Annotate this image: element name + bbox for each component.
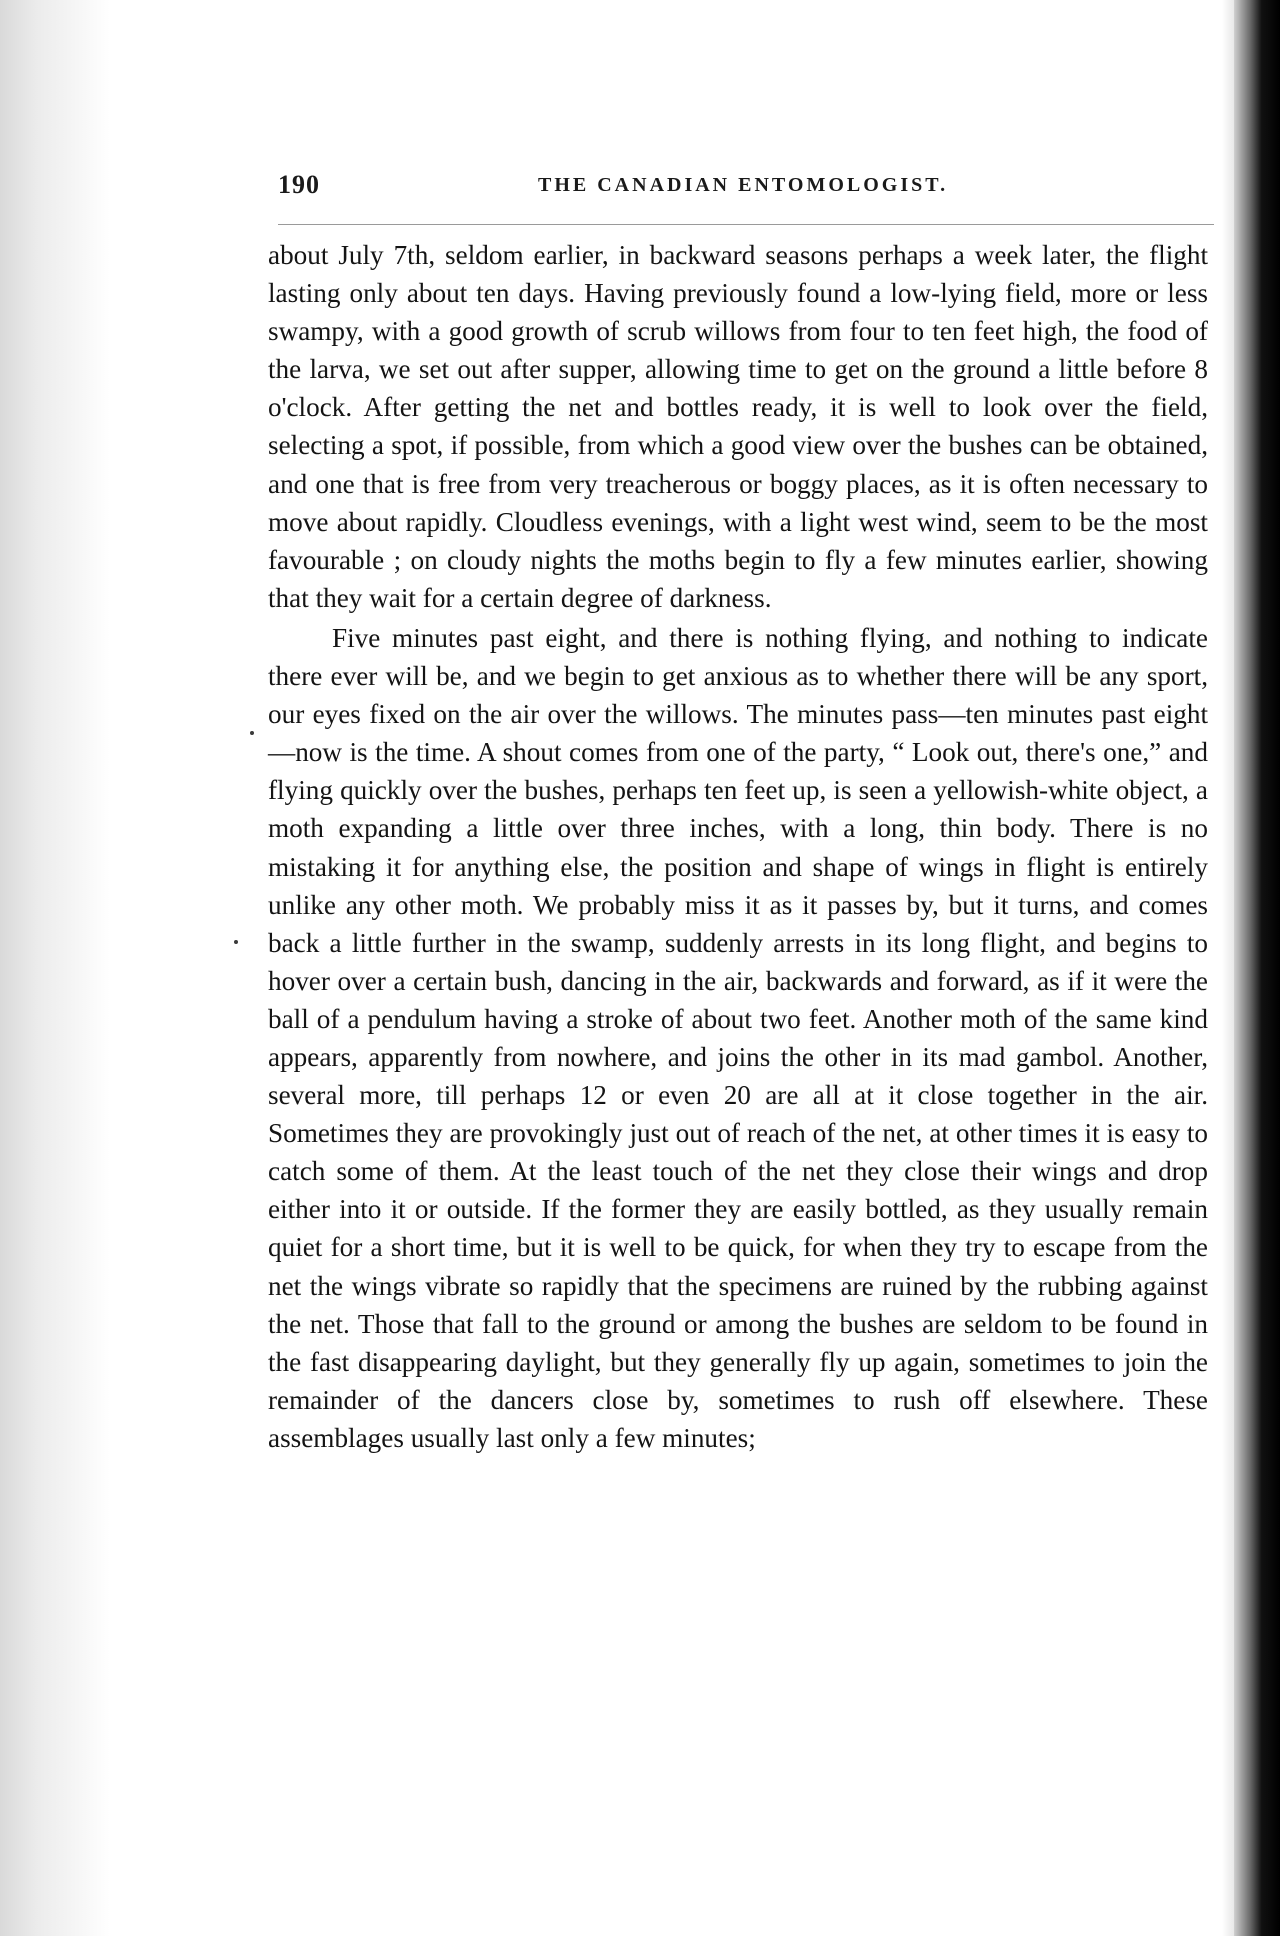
scan-speck	[234, 940, 238, 944]
paragraph-2: Five minutes past eight, and there is nothing flying, and nothing to indicate there ever will be, and we begin to get anxious as to whether there will be any sport, our eyes fixed on the air over the willows. The minutes pass—ten minutes past eight—now is the time. A shout comes from one of the party, “ Look out, there's one,” and flying quickly over the bushes, perhaps ten feet up, is seen a yellowish-white object, a moth expanding a little over three inches, with a long, thin body. There is no mistaking it for anything else, the position and shape of wings in flight is entirely unlike any other moth. We probably miss it as it passes by, but it turns, and comes back a little further in the swamp, suddenly arrests in its long flight, and begins to hover over a certain bush, dancing in the air, backwards and forward, as if it were the ball of a pendulum having a stroke of about two feet. Another moth of the same kind appears, apparently from nowhere, and joins the other in its mad gambol. Another, several more, till perhaps 12 or even 20 are all at it close together in the air. Sometimes they are provokingly just out of reach of the net, at other times it is easy to catch some of them. At the least touch of the net they close their wings and drop either into it or outside. If the former they are easily bottled, as they usually remain quiet for a short time, but it is well to be quick, for when they try to escape from the net the wings vibrate so rapidly that the specimens are ruined by the rubbing against the net. Those that fall to the ground or among the bushes are seldom to be found in the fast disappearing daylight, but they generally fly up again, sometimes to join the remainder of the dancers close by, sometimes to rush off elsewhere. These assemblages usually last only a few minutes;	[268, 622, 1208, 1453]
left-binding-shadow	[0, 0, 110, 1936]
running-title: THE CANADIAN ENTOMOLOGIST.	[538, 174, 949, 196]
paragraph-1: about July 7th, seldom earlier, in backward seasons perhaps a week later, the flight lasting only about ten days. Having previously found a low-lying field, more or less swampy, with a good growth of scrub willows from four to ten feet high, the food of the larva, we set out after supper, allowing time to get on the ground a little before 8 o'clock. After getting the net and bottles ready, it is well to look over the field, selecting a spot, if possible, from which a good view over the bushes can be obtained, and one that is free from very treacherous or boggy places, as it is often necessary to move about rapidly. Cloudless evenings, with a light west wind, seem to be the most favourable ; on cloudy nights the moths begin to fly a few minutes earlier, showing that they wait for a certain degree of darkness.	[268, 240, 1208, 613]
scan-speck	[250, 731, 254, 735]
body-text	[268, 236, 1208, 1457]
page-number: 190	[278, 170, 320, 199]
header-rule	[278, 224, 1214, 225]
right-binding-shadow	[1234, 0, 1280, 1936]
page-header	[278, 170, 1038, 210]
